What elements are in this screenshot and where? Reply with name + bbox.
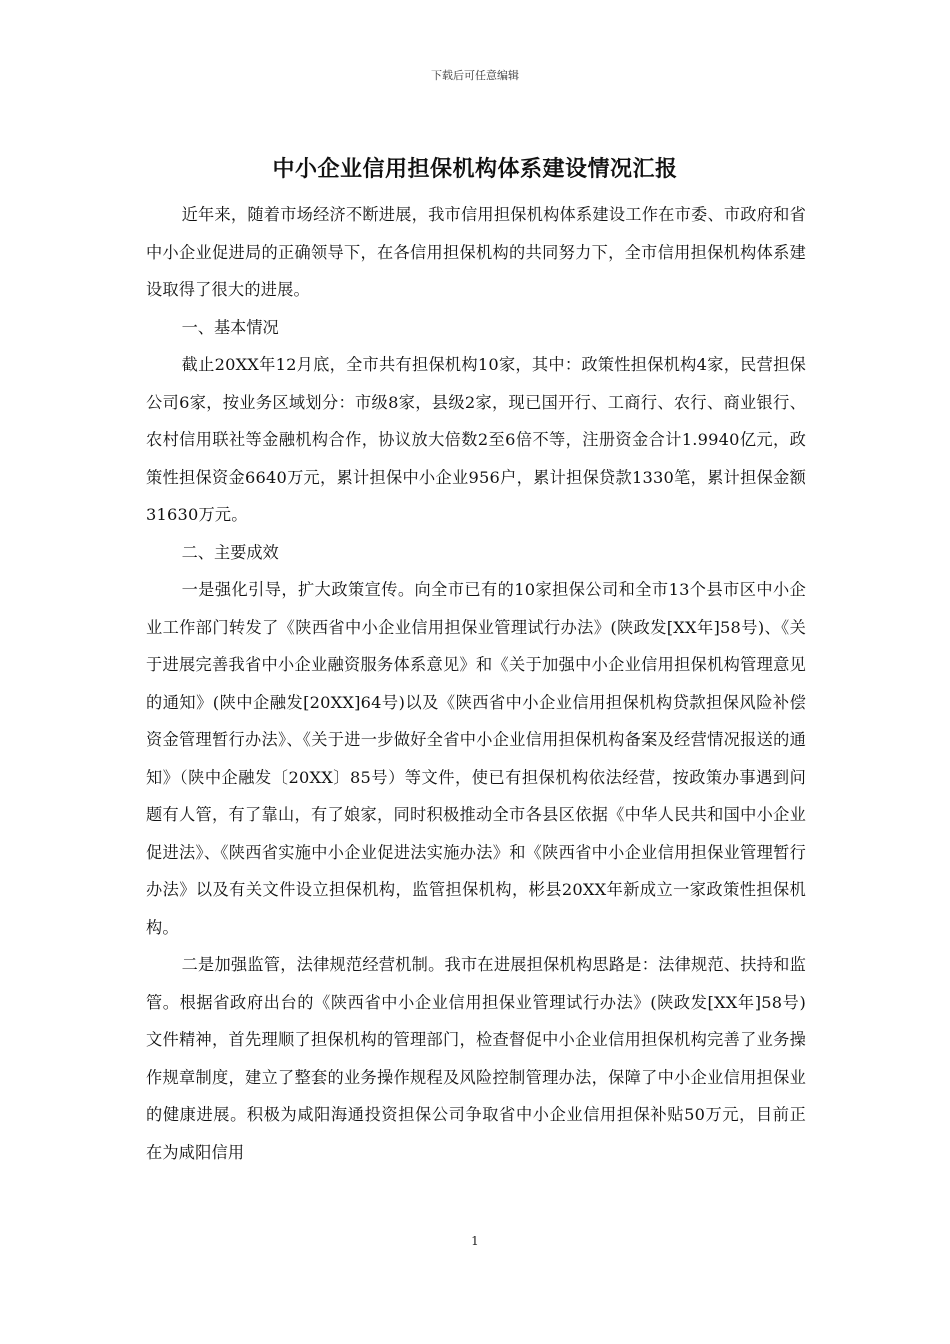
- document-title: 中小企业信用担保机构体系建设情况汇报: [272, 157, 678, 182]
- document-body: [146, 196, 806, 1171]
- paragraph-policy-guidance: 一是强化引导，扩大政策宣传。向全市已有的10家担保公司和全市13个县市区中小企业工作部门转发了《陕西省中小企业信用担保业管理试行办法》(陕政发[XX年]58号)、《关于进展完善我省中小企业融资服务体系意见》和《关于加强中小企业信用担保机构管理意见的通知》(陕中企融发[20XX]64号)以及《陕西省中小企业信用担保机构贷款担保风险补偿资金管理暂行办法》、《关于进一步做好全省中小企业信用担保机构备案及经营情况报送的通知》（陕中企融发〔20XX〕85号）等文件，使已有担保机构依法经营，按政策办事遇到问题有人管，有了靠山，有了娘家，同时积极推动全市各县区依据《中华人民共和国中小企业促进法》、《陕西省实施中小企业促进法实施办法》和《陕西省中小企业信用担保业管理暂行办法》以及有关文件设立担保机构，监管担保机构，彬县20XX年新成立一家政策性担保机构。: [146, 580, 806, 937]
- page-number: 1: [471, 1234, 479, 1248]
- paragraph-supervision: 二是加强监管，法律规范经营机制。我市在进展担保机构思路是：法律规范、扶持和监管。根据省政府出台的《陕西省中小企业信用担保业管理试行办法》(陕政发[XX年]58号)文件精神，首先理顺了担保机构的管理部门，检查督促中小企业信用担保机构完善了业务操作规章制度，建立了整套的业务操作规程及风险控制管理办法，保障了中小企业信用担保业的健康进展。积极为咸阳海通投资担保公司争取省中小企业信用担保补贴50万元，目前正在为咸阳信用: [146, 955, 806, 1162]
- header-note: 下载后可任意编辑: [431, 69, 519, 82]
- paragraph-intro: 近年来，随着市场经济不断进展，我市信用担保机构体系建设工作在市委、市政府和省中小企业促进局的正确领导下，在各信用担保机构的共同努力下，全市信用担保机构体系建设取得了很大的进展。: [146, 205, 806, 299]
- section-heading-results: 二、主要成效: [181, 542, 279, 562]
- section-heading-basic: 一、基本情况: [181, 317, 279, 337]
- paragraph-basic-situation: 截止20XX年12月底，全市共有担保机构10家，其中：政策性担保机构4家，民营担保公司6家，按业务区域划分：市级8家，县级2家，现已国开行、工商行、农行、商业银行、农村信用联社等金融机构合作，协议放大倍数2至6倍不等，注册资金合计1.9940亿元，政策性担保资金6640万元，累计担保中小企业956户，累计担保贷款1330笔，累计担保金额31630万元。: [146, 355, 806, 524]
